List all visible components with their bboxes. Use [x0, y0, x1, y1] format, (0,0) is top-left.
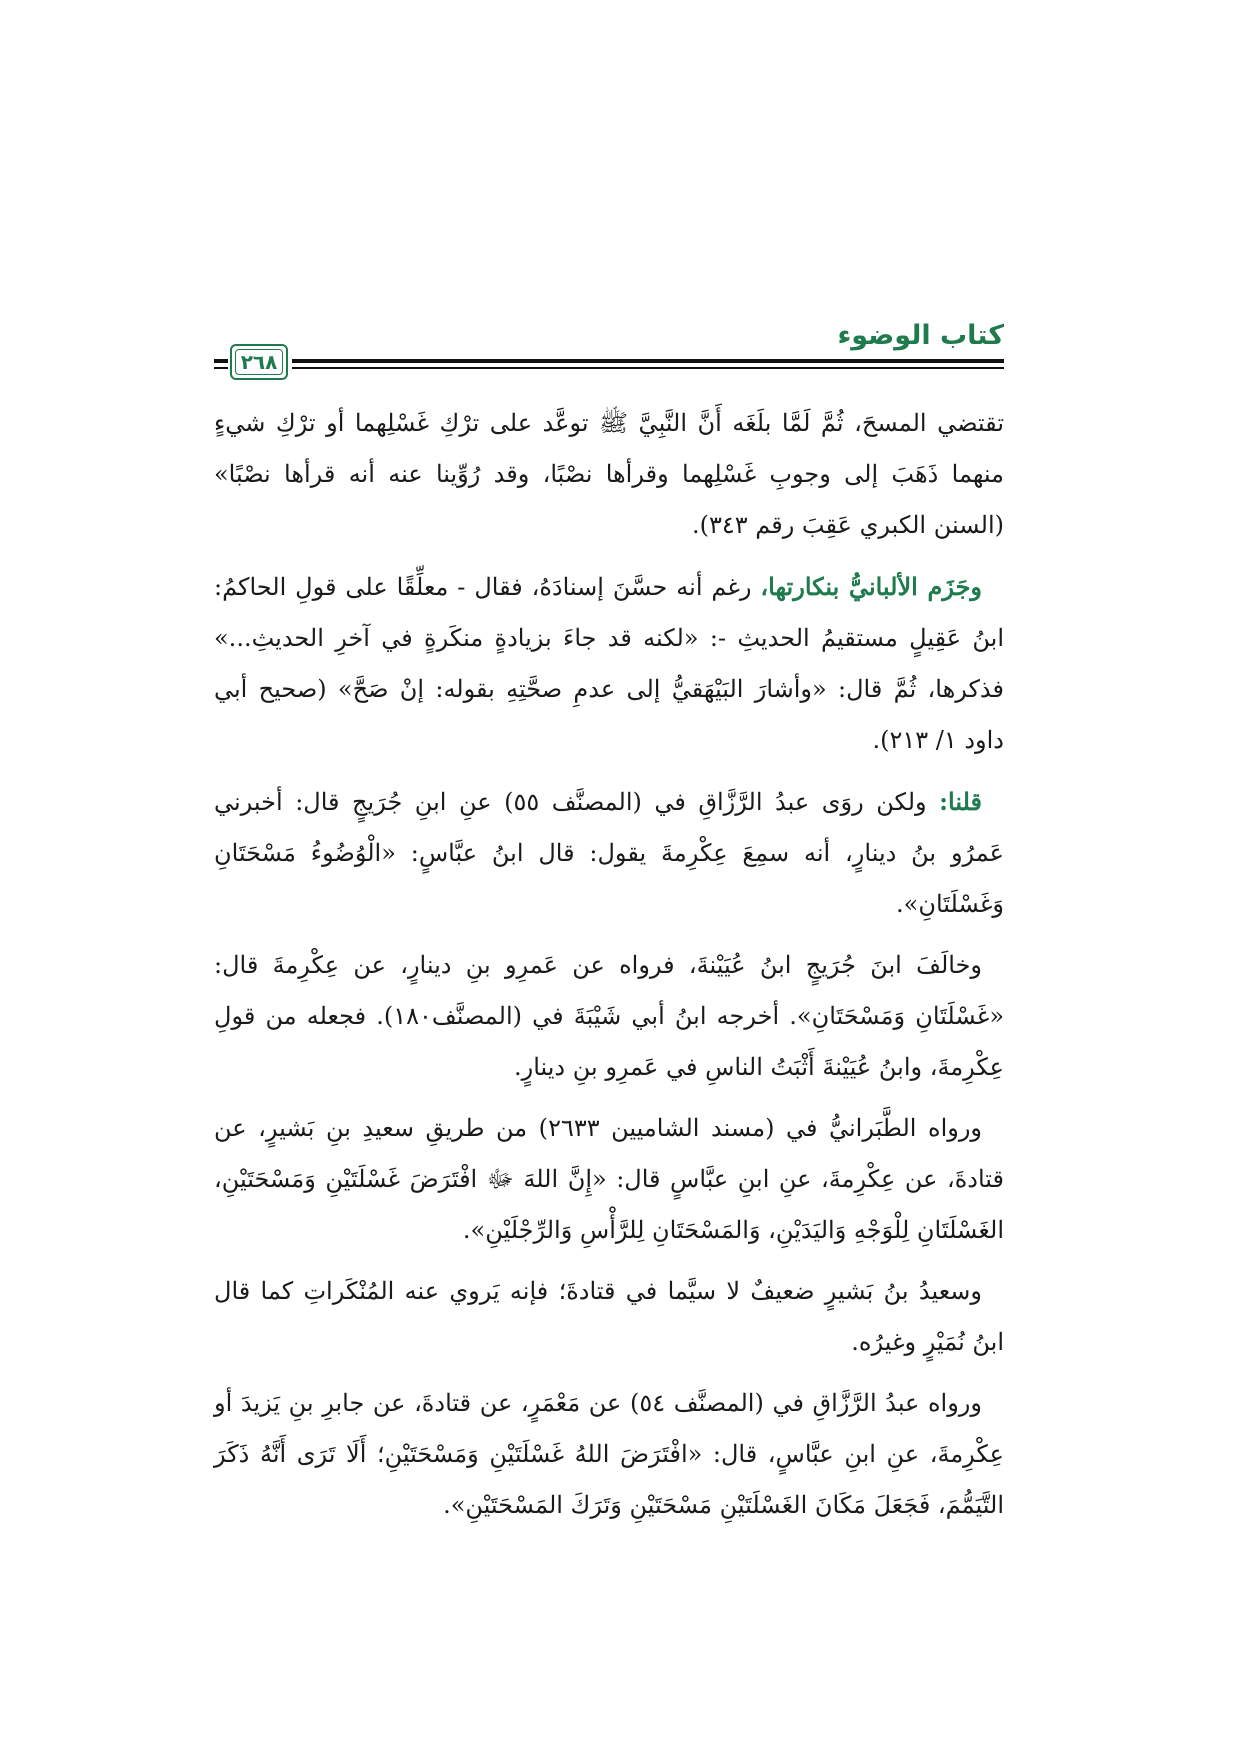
page-body: [214, 398, 1004, 1541]
paragraph-text: وسعيدُ بنُ بَشيرٍ ضعيفٌ لا سيَّما في قتادةَ؛ فإنه يَروي عنه المُنْكَراتِ كما قال ابنُ نُمَيْرٍ وغيرُه.: [214, 1277, 1004, 1356]
paragraph: [214, 776, 1004, 930]
header-rule-thin: [292, 367, 1004, 369]
header-rule-stub: [214, 359, 228, 363]
paragraph: [214, 561, 1004, 766]
header-rule-stub: [214, 367, 228, 369]
paragraph-text: وخالَفَ ابنَ جُرَيجٍ ابنُ عُيَيْنةَ، فرواه عن عَمرِو بنِ دينارٍ، عن عِكْرِمةَ قال: «غَسْلَتَانِ وَمَسْحَتَانِ». أخرجه ابنُ أبي شَيْبَةَ في (المصنَّف١٨٠). فجعله من قولِ عِكْرِمةَ، وابنُ عُيَيْنةَ أَثْبَتُ الناسِ في عَمرِو بنِ دينارٍ.: [214, 951, 1005, 1081]
page-header: [214, 318, 1004, 388]
page-number-badge: [230, 344, 288, 380]
paragraph-text: ولكن روَى عبدُ الرَّزَّاقِ في (المصنَّف ٥٥) عنِ ابنِ جُرَيجٍ قال: أخبرني عَمرُو بنُ دينارٍ، أنه سمِعَ عِكْرِمةَ يقول: قال ابنُ عبَّاسٍ: «الْوُضُوءُ مَسْحَتَانِ وَغَسْلَتَانِ».: [214, 788, 1004, 918]
paragraph: [214, 398, 1004, 551]
header-rule-thick: [292, 359, 1004, 363]
paragraph-lead-highlight: وجَزَم الألبانيُّ بنكارتها،: [760, 572, 983, 601]
paragraph: [214, 1103, 1004, 1256]
paragraph-text: ورواه عبدُ الرَّزَّاقِ في (المصنَّف ٥٤) عن مَعْمَرٍ، عن قتادةَ، عن جابرِ بنِ يَزيدَ أو عِكْرِمةَ، عنِ ابنِ عبَّاسٍ، قال: «افْتَرَضَ اللهُ غَسْلَتَيْنِ وَمَسْحَتَيْنِ؛ أَلَا تَرَى أَنَّهُ ذَكَرَ التَّيَمُّمَ، فَجَعَلَ مَكَانَ الغَسْلَتَيْنِ مَسْحَتَيْنِ وَتَرَكَ المَسْحَتَيْنِ».: [214, 1389, 1004, 1519]
paragraph: [214, 1266, 1004, 1368]
paragraph-text: ورواه الطَّبَرانيُّ في (مسند الشاميين ٢٦٣٣) من طريقِ سعيدِ بنِ بَشيرٍ، عن قتادةَ، عن عِكْرِمةَ، عنِ ابنِ عبَّاسٍ قال: «إِنَّ اللهَ ﷻ افْتَرَضَ غَسْلَتَيْنِ وَمَسْحَتَيْنِ، الغَسْلَتَانِ لِلْوَجْهِ وَاليَدَيْنِ، وَالمَسْحَتَانِ لِلرَّأْسِ وَالرِّجْلَيْنِ».: [214, 1114, 1004, 1244]
page-number: ٢٦٨: [240, 350, 278, 374]
paragraph-text: تقتضي المسحَ، ثُمَّ لَمَّا بلَغَه أَنَّ النَّبِيَّ ﷺ توعَّد على ترْكِ غَسْلِهما أو ترْكِ شيءٍ منهما ذَهَبَ إلى وجوبِ غَسْلِهما وقرأها نصْبًا، وقد رُوِّينا عنه أنه قرأها نصْبًا» (السنن الكبري عَقِبَ رقم ٣٤٣).: [214, 409, 1004, 539]
paragraph: [214, 1378, 1004, 1531]
chapter-title: كتاب الوضوء: [837, 320, 1004, 351]
paragraph: [214, 940, 1004, 1093]
paragraph-text: رغم أنه حسَّنَ إسنادَهُ، فقال - معلِّقًا على قولِ الحاكمُ: ابنُ عَقِيلٍ مستقيمُ الحديثِ -: «لكنه قد جاءَ بزيادةٍ منكَرةٍ في آخرِ الحديثِ...» فذكرها، ثُمَّ قال: «وأشارَ البَيْهَقيُّ إلى عدمِ صحَّتِهِ بقوله: إنْ صَحَّ» (صحيح أبي داود ١/ ٢١٣).: [214, 573, 1004, 754]
paragraph-lead-highlight: قلنا:: [939, 787, 982, 816]
